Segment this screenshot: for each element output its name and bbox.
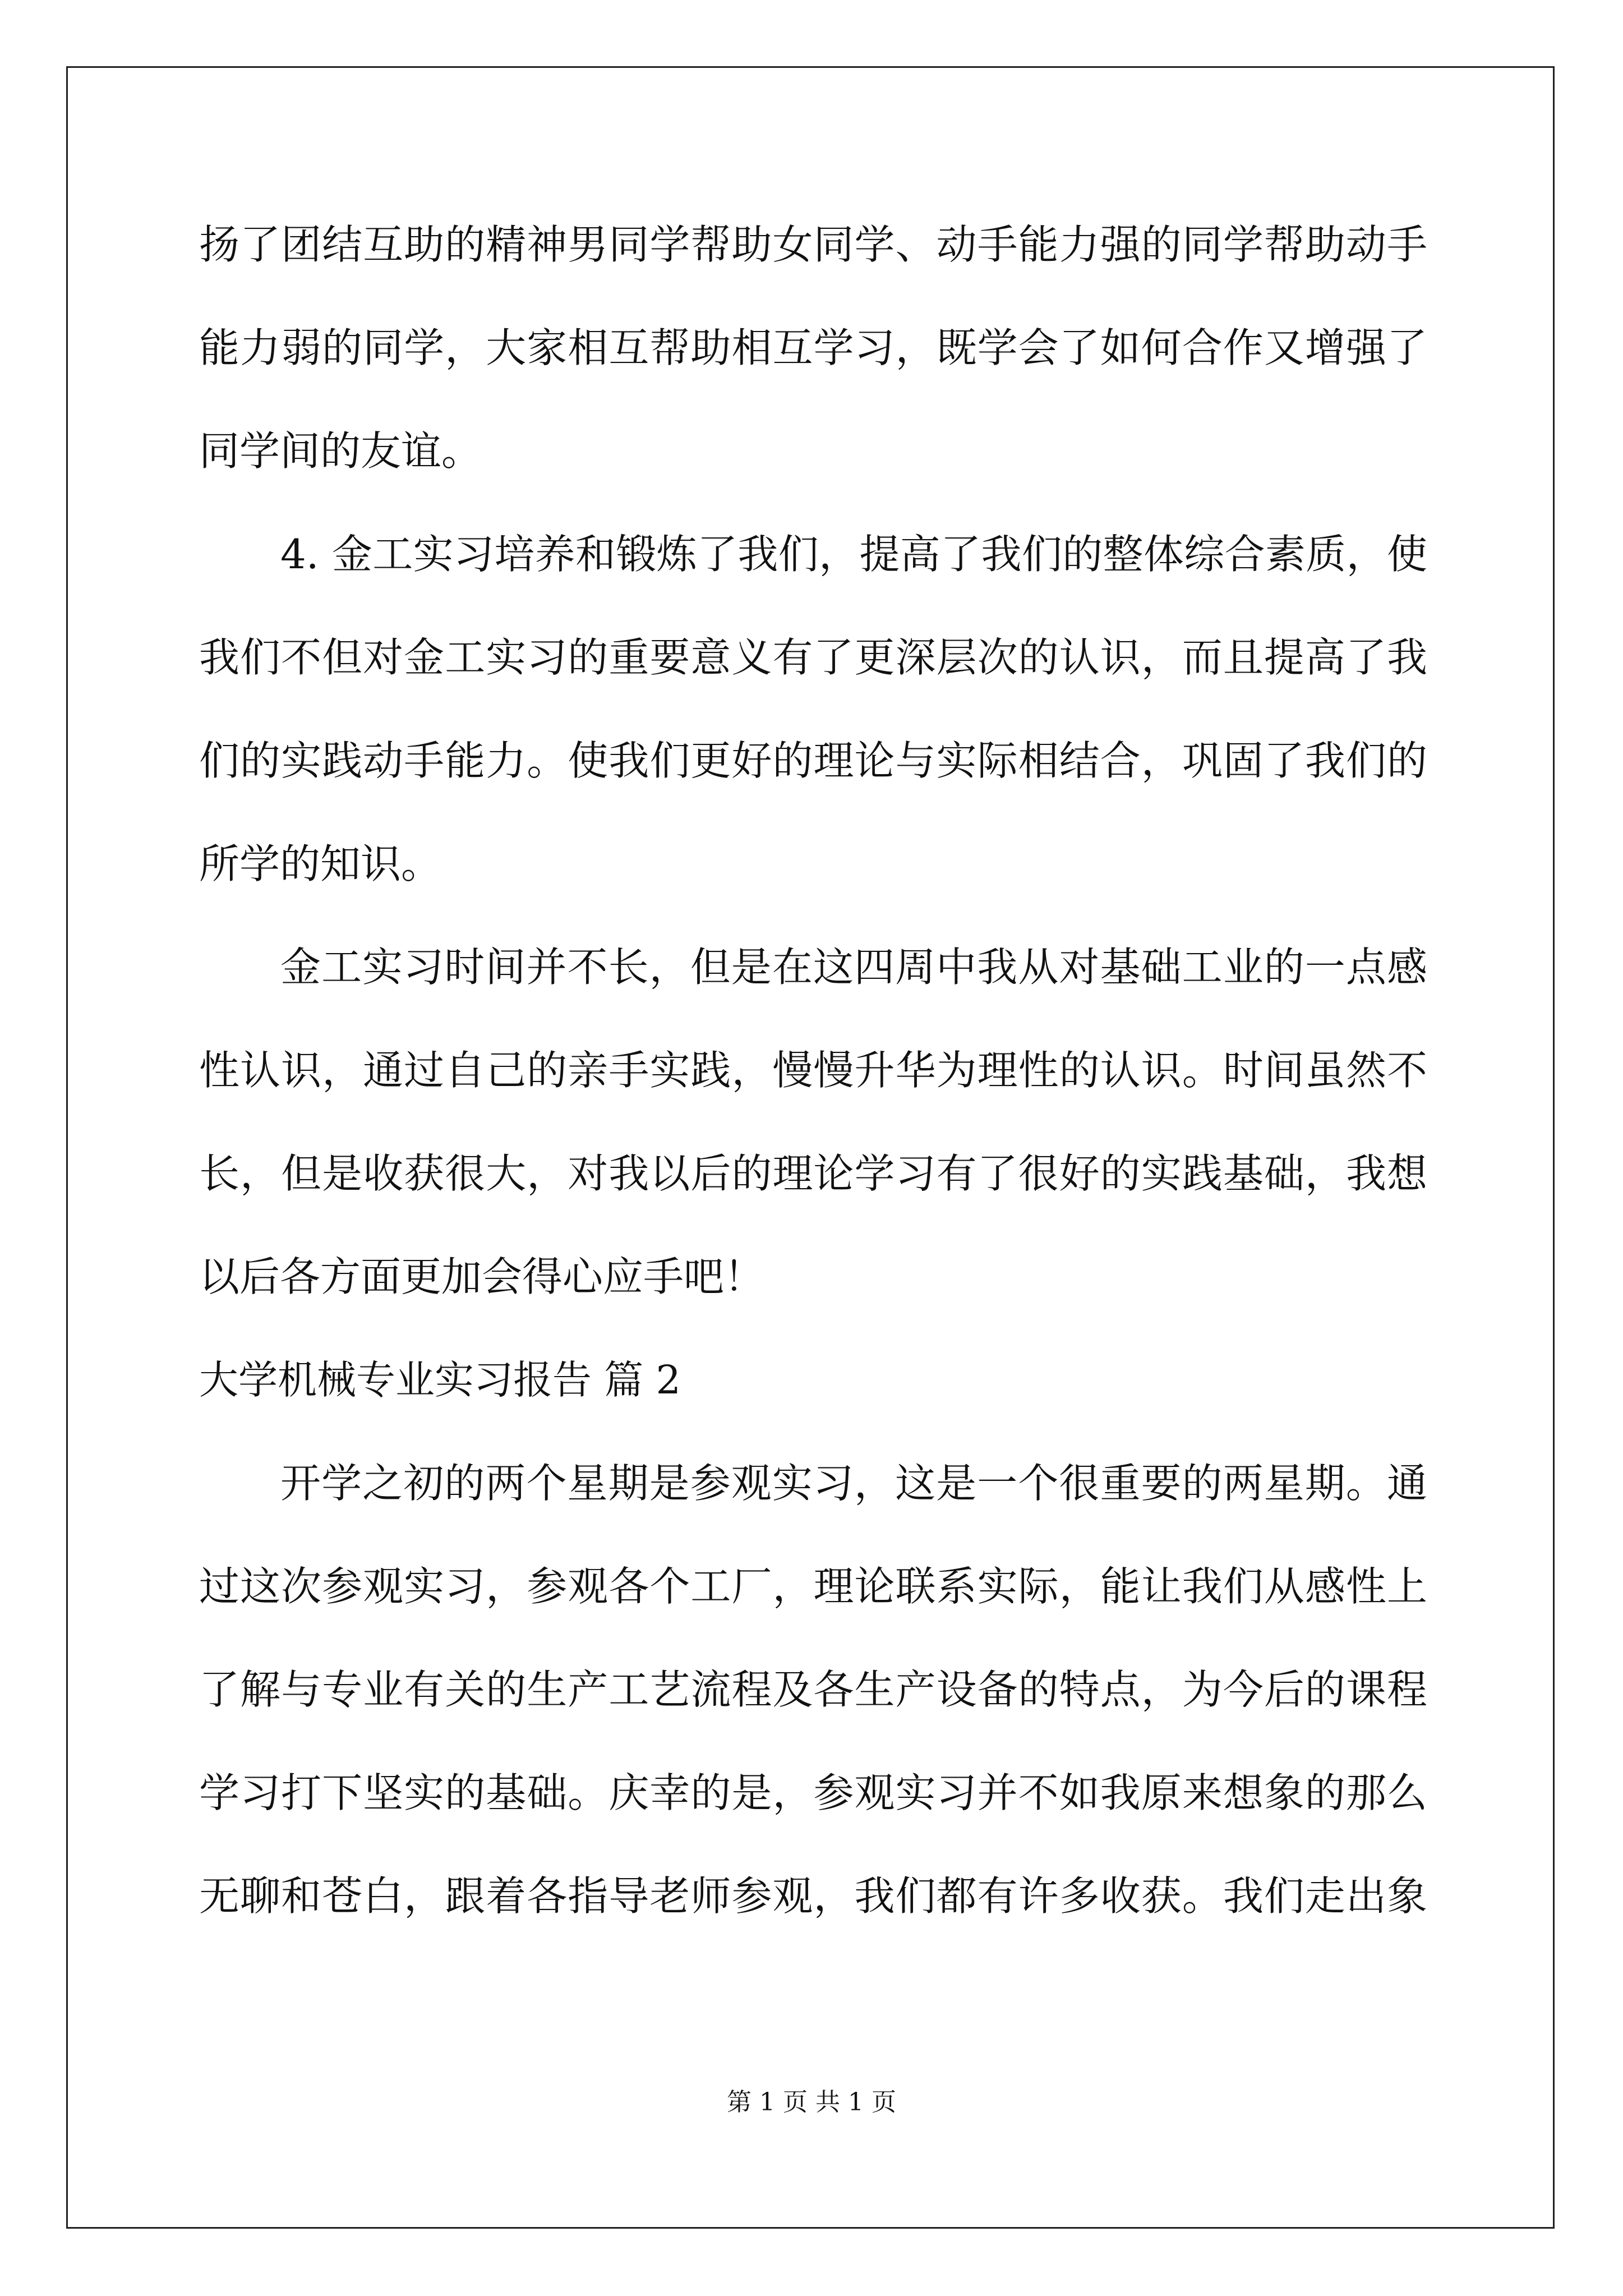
body-text-line: 过这次参观实习，参观各个工厂，理论联系实际，能让我们从感性上: [199, 1563, 1427, 1610]
section-heading: 大学机械专业实习报告 篇 2: [199, 1357, 681, 1403]
body-text-line: 能力弱的同学，大家相互帮助相互学习，既学会了如何合作又增强了: [199, 324, 1427, 371]
body-text-line: 了解与专业有关的生产工艺流程及各生产设备的特点，为今后的课程: [199, 1666, 1427, 1713]
body-text-line: 无聊和苍白，跟着各指导老师参观，我们都有许多收获。我们走出象: [199, 1872, 1427, 1920]
body-text-line: 金工实习时间并不长，但是在这四周中我从对基础工业的一点感: [280, 944, 1427, 991]
body-text-line: 长，但是收获很大，对我以后的理论学习有了很好的实践基础，我想: [199, 1150, 1427, 1197]
page-number-footer: 第 1 页 共 1 页: [727, 2088, 896, 2116]
body-text-line: 同学间的友谊。: [199, 427, 482, 475]
body-text-line: 学习打下坚实的基础。庆幸的是，参观实习并不如我原来想象的那么: [199, 1769, 1427, 1816]
body-text-line: 以后各方面更加会得心应手吧！: [199, 1253, 765, 1300]
body-text-line: 性认识，通过自己的亲手实践，慢慢升华为理性的认识。时间虽然不: [199, 1047, 1427, 1094]
body-text-line: 我们不但对金工实习的重要意义有了更深层次的认识，而且提高了我: [199, 634, 1427, 681]
body-text-line: 所学的知识。: [199, 840, 442, 887]
body-text-line: 开学之初的两个星期是参观实习，这是一个很重要的两星期。通: [280, 1460, 1427, 1507]
body-text-line: 4. 金工实习培养和锻炼了我们，提高了我们的整体综合素质，使: [280, 531, 1427, 578]
body-text-line: 扬了团结互助的精神男同学帮助女同学、动手能力强的同学帮助动手: [199, 221, 1427, 268]
body-text-line: 们的实践动手能力。使我们更好的理论与实际相结合，巩固了我们的: [199, 737, 1427, 784]
